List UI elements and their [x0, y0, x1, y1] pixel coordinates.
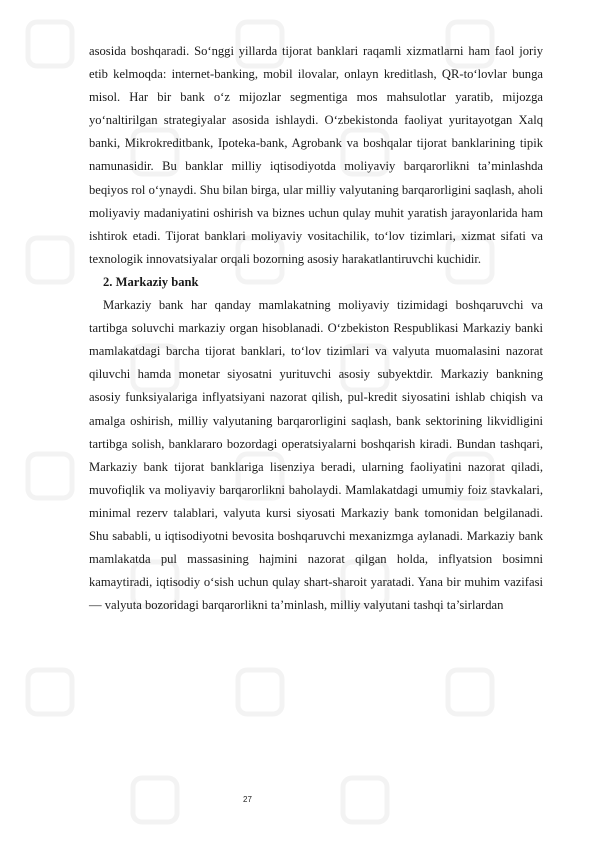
page-number: 27 [243, 795, 252, 804]
document-body [89, 40, 543, 617]
body-paragraph: asosida boshqaradi. So‘nggi yillarda tijorat banklari raqamli xizmatlarni ham faol joriy etib kelmoqda: internet-banking, mobil ilovalar, onlayn kreditlash, QR-to‘lovlar bunga misol. Har bir bank o‘z mijozlar segmentiga mos mahsulotlar yaratib, mijozga yo‘naltirilgan strategiyalar asosida ishlaydi. O‘zbekistonda faoliyat yuritayotgan Xalq banki, Mikrokreditbank, Ipoteka-bank, Agrobank va boshqalar tijorat banklarining tipik namunasidir. Bu banklar milliy iqtisodiyotda moliyaviy barqarorlikni ta’minlashda beqiyos rol o‘ynaydi. Shu bilan birga, ular milliy valyutaning barqarorligini saqlash, aholi moliyaviy madaniyatini oshirish va biznes uchun qulay muhit yaratish jarayonlarida ham ishtirok etadi. Tijorat banklari moliyaviy vositachilik, to‘lov tizimlari, xizmat sifati va texnologik innovatsiyalar orqali bozorning asosiy harakatlantiruvchi kuchidir. [89, 44, 543, 266]
section-heading: 2. Markaziy bank [103, 274, 199, 289]
body-paragraph: Markaziy bank har qanday mamlakatning moliyaviy tizimidagi boshqaruvchi va tartibga soluvchi markaziy organ hisoblanadi. O‘zbekiston Respublikasi Markaziy banki mamlakatdagi barcha tijorat banklari, to‘lov tizimlari va valyuta muomalasini nazorat qiluvchi hamda monetar siyosatni yurituvchi asosiy subyektdir. Markaziy bankning asosiy funksiyalariga inflyatsiyani nazorat qilish, pul-kredit siyosatini ishlab chiqish va amalga oshirish, milliy valyutaning barqarorligini saqlash, bank sektorining likvidligini tartibga solish, banklararo bozordagi operatsiyalarni boshqarish kiradi. Bundan tashqari, Markaziy bank tijorat banklariga lisenziya beradi, ularning faoliyatini nazorat qiladi, muvofiqlik va moliyaviy barqarorlikni baholaydi. Mamlakatdagi umumiy foiz stavkalari, minimal rezerv talablari, valyuta kursi siyosati Markaziy bank tomonidan belgilanadi. Shu sababli, u iqtisodiyotni bevosita boshqaruvchi mexanizmga aylanadi. Markaziy bank mamlakatda pul massasining hajmini nazorat qilgan holda, inflyatsion bosimni kamaytiradi, iqtisodiy o‘sish uchun qulay shart-sharoit yaratadi. Yana bir muhim vazifasi — valyuta bozoridagi barqarorlikni ta’minlash, milliy valyutani tashqi ta’sirlardan [89, 298, 543, 613]
